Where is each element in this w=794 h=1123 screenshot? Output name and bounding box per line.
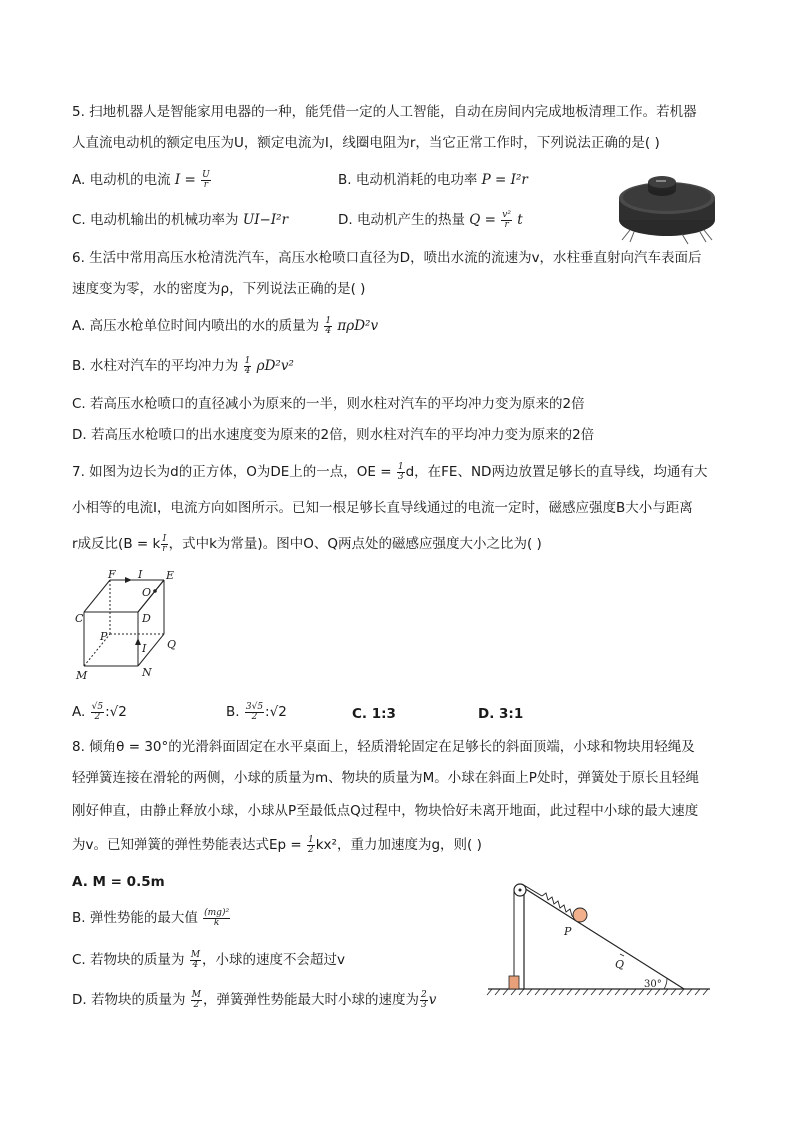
q8-option-b: B. 弹性势能的最大值 $\frac{\text{(mg)²}}{k}$	[72, 907, 230, 928]
q7-b-frac: $\frac{I}{r}$	[162, 533, 167, 554]
q8-option-c: C. 若物块的质量为 $\frac{M}{4}$ ，小球的速度不会超过v	[72, 949, 346, 970]
q7-option-a-frac: $\frac{√5}{2}$	[91, 701, 104, 722]
q5-option-a	[72, 170, 212, 190]
q5-option-d-suffix: t	[517, 212, 523, 228]
robot-vacuum-image	[612, 160, 722, 246]
q6-option-b-text: B. 水柱对汽车的平均冲力为	[72, 358, 239, 374]
q5-option-b-text: B. 电动机消耗的电功率	[338, 172, 478, 188]
q8-stem-line3: 刚好伸直，由静止释放小球，小球从P至最低点Q过程中，物块恰好未离开地面，此过程中小球的最大速度	[72, 803, 699, 819]
q7-option-c: C. 1:3	[352, 706, 396, 722]
q5-option-b-expr: P = I²r	[481, 172, 528, 188]
q5-option-c-expr: UI−I²r	[242, 212, 289, 228]
q7-cube-figure	[70, 566, 190, 684]
q5-option-c	[72, 210, 288, 230]
q7-stem-line3: r成反比(B = k $\frac{I}{r}$ ，式中k为常量)。图中O、Q两点处的磁感应强度大小之比为( )	[72, 533, 542, 554]
cube-label-o: O	[142, 586, 152, 599]
q5-option-d-expr: Q =	[469, 212, 496, 228]
q8-option-d-frac2: $\frac{2}{3}$	[421, 989, 427, 1010]
q8-option-c-frac: $\frac{M}{4}$	[190, 949, 201, 970]
q6-option-d: D. 若高压水枪喷口的出水速度变为原来的2倍，则水柱对汽车的平均冲力变为原来的2倍	[72, 427, 595, 443]
q5-option-d	[338, 210, 523, 230]
q7-option-b-frac: $\frac{3√5}{2}$	[245, 701, 264, 722]
q7-option-b: B. $\frac{3√5}{2}$ :√2	[226, 701, 287, 722]
q6-option-b	[72, 356, 294, 376]
q7-option-d: D. 3:1	[478, 706, 524, 722]
cube-label-i-top: I	[138, 568, 143, 581]
cube-label-e: E	[166, 569, 175, 582]
q7-option-a: A. $\frac{√5}{2}$ :√2	[72, 701, 127, 722]
q8-incline-figure	[484, 876, 714, 1000]
q5-option-d-text: D. 电动机产生的热量	[338, 212, 465, 228]
q7-oe-frac: $\frac{1}{3}$	[397, 461, 404, 482]
cube-label-m: M	[76, 669, 88, 682]
q7-stem-line1: 7. 如图为边长为d的正方体，O为DE上的一点，OE = $\frac{1}{3}$ d，在FE、ND两边放置足够长的直导线，均通有大	[72, 461, 708, 482]
q5-option-a-expr: I =	[174, 172, 196, 188]
q5-option-b	[338, 170, 528, 190]
q5-stem-line2: 人直流电动机的额定电压为U，额定电流为I，线圈电阻为r，当它正常工作时，下列说法正确的是( )	[72, 135, 660, 151]
cube-label-c: C	[75, 612, 84, 625]
q5-stem-line1: 5. 扫地机器人是智能家用电器的一种，能凭借一定的人工智能，自动在房间内完成地板清理工作。若机器	[72, 104, 697, 120]
q8-option-a: A. M = 0.5m	[72, 874, 165, 890]
q6-option-a-expr: πρD²v	[337, 318, 379, 334]
q8-stem-line4: 为v。已知弹簧的弹性势能表达式Ep = $\frac{1}{2}$ kx²，重力加速度为g，则( )	[72, 834, 482, 855]
q8-ep-frac: $\frac{1}{2}$	[308, 834, 314, 855]
q8-option-b-frac: $\frac{\text{(mg)²}}{k}$	[204, 907, 230, 928]
incline-label-q: Q	[615, 958, 625, 971]
cube-label-f: F	[108, 568, 116, 581]
q7-stem-line2: 小相等的电流I，电流方向如图所示。已知一根足够长直导线通过的电流一定时，磁感应强度B大小与距离	[72, 500, 693, 516]
q5-option-a-frac: $\frac{U}{r}$	[202, 169, 210, 190]
q6-option-a	[72, 316, 378, 336]
q6-option-c: C. 若高压水枪喷口的直径减小为原来的一半，则水柱对汽车的平均冲力变为原来的2倍	[72, 396, 585, 412]
q6-stem-line1: 6. 生活中常用高压水枪清洗汽车，高压水枪喷口直径为D，喷出水流的流速为v，水柱垂直射向汽车表面后	[72, 250, 702, 266]
q8-option-d-frac: $\frac{M}{2}$	[191, 989, 201, 1010]
q6-option-a-frac: $\frac{1}{4}$	[325, 315, 332, 336]
cube-label-n: N	[142, 666, 152, 679]
incline-angle-label: 30°	[644, 979, 662, 990]
cube-label-q: Q	[167, 638, 177, 651]
q5-option-c-text: C. 电动机输出的机械功率为	[72, 212, 239, 228]
q8-option-d: D. 若物块的质量为 $\frac{M}{2}$ ，弹簧弹性势能最大时小球的速度为 $\frac{2}{3}$ v	[72, 989, 437, 1010]
cube-label-i-mid: I	[142, 642, 147, 655]
q5-option-a-text: A. 电动机的电流	[72, 172, 171, 188]
q8-stem-line2: 轻弹簧连接在滑轮的两侧，小球的质量为m、物块的质量为M。小球在斜面上P处时，弹簧处于原长且轻绳	[72, 770, 699, 786]
q6-option-b-expr: ρD²v²	[256, 358, 294, 374]
cube-label-p: P	[100, 630, 108, 643]
q6-option-b-frac: $\frac{1}{4}$	[244, 355, 251, 376]
incline-label-p: P	[564, 925, 572, 938]
q6-option-a-text: A. 高压水枪单位时间内喷出的水的质量为	[72, 318, 320, 334]
q5-option-d-frac: $\frac{\text{v²}}{r}$	[502, 209, 511, 230]
q6-stem-line2: 速度变为零，水的密度为ρ，下列说法正确的是( )	[72, 281, 366, 297]
cube-label-d: D	[142, 612, 151, 625]
q8-stem-line1: 8. 倾角θ = 30°的光滑斜面固定在水平桌面上，轻质滑轮固定在足够长的斜面顶端，小球和物块用轻绳及	[72, 739, 695, 755]
